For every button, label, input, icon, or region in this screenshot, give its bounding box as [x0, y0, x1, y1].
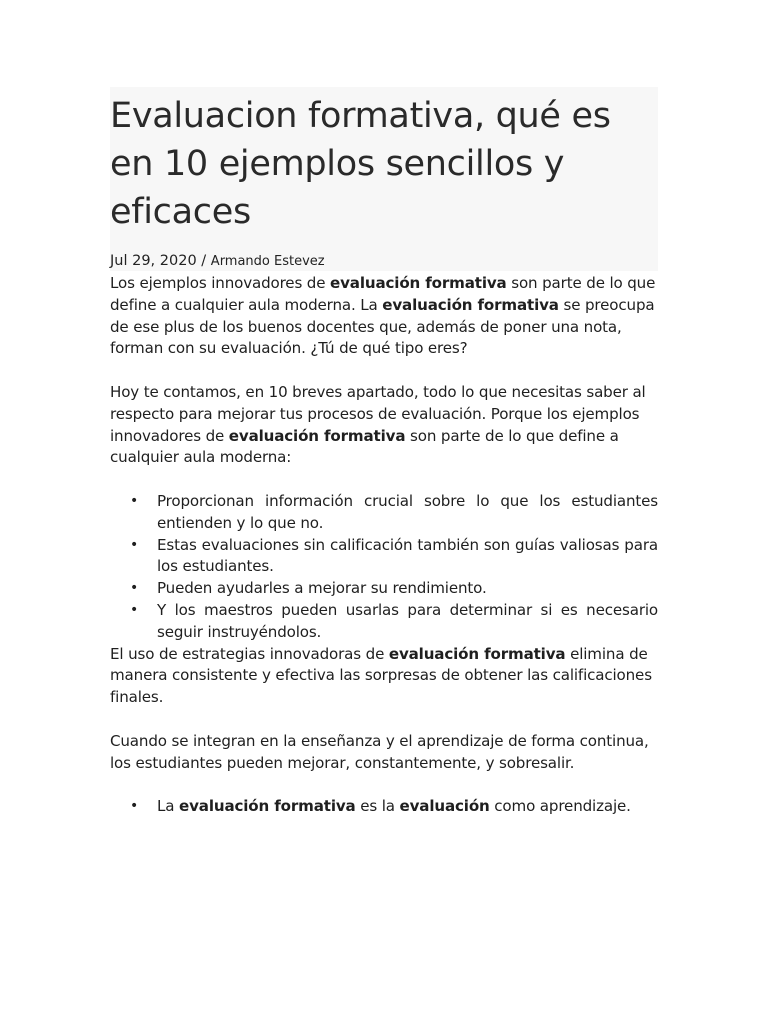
meta-separator: /	[196, 253, 211, 269]
paragraph-intro	[110, 273, 658, 360]
text-run: como aprendizaje.	[489, 797, 631, 816]
text-run: elimina de manera consistente y efectiva las sorpresas de obtener las calificaciones finales.	[110, 644, 652, 707]
article-title: Evaluacion formativa, qué es en 10 ejemplos sencillos y eficaces	[110, 96, 611, 232]
bold-term: evaluación	[399, 797, 490, 816]
list-item	[110, 578, 658, 600]
list-item-text: Y los maestros pueden usarlas para determinar si es necesario seguir instruyéndolos.	[157, 600, 658, 641]
article-body	[110, 273, 658, 818]
paragraph-integration: Cuando se integran en la enseñanza y el aprendizaje de forma continua, los estudiantes pueden mejorar, constantemente, y sobresalir.	[110, 731, 649, 772]
text-run: El uso de estrategias innovadoras de	[110, 644, 389, 663]
bullet-icon: •	[130, 536, 139, 553]
list-item	[110, 535, 658, 579]
summary-list	[110, 796, 658, 818]
list-item	[110, 491, 658, 535]
list-item-text: Proporcionan información crucial sobre lo que los estudiantes entienden y lo que no.	[157, 491, 658, 532]
list-item	[110, 796, 658, 818]
bold-term: evaluación formativa	[330, 274, 507, 292]
paragraph-strategies	[110, 644, 658, 709]
bullet-icon: •	[130, 798, 139, 815]
bullet-icon: •	[130, 580, 139, 597]
list-item-text: Estas evaluaciones sin calificación también son guías valiosas para los estudiantes.	[157, 535, 658, 576]
article-date: Jul 29, 2020	[110, 253, 197, 269]
bullet-icon: •	[130, 492, 139, 509]
text-run: La	[157, 797, 180, 816]
bold-term: evaluación formativa	[388, 644, 566, 663]
list-item-text: Pueden ayudarles a mejorar su rendimiento.	[157, 579, 487, 598]
article-meta	[110, 252, 650, 271]
article-author: Armando Estevez	[210, 254, 325, 269]
text-run: son parte de lo que define a cualquier aula moderna:	[110, 426, 619, 467]
text-run: son parte de lo que define a cualquier aula moderna. La	[110, 274, 656, 314]
bold-term: evaluación formativa	[179, 797, 356, 816]
list-item	[110, 600, 658, 644]
text-run: Hoy te contamos, en 10 breves apartado, todo lo que necesitas saber al respecto para mejorar tus procesos de evaluación. Porque los ejemplos innovadores de	[110, 382, 646, 445]
bold-term: evaluación formativa	[228, 426, 406, 445]
paragraph-context	[110, 382, 658, 469]
text-run: se preocupa de ese plus de los buenos docentes que, además de poner una nota, forman con su evaluación. ¿Tú de qué tipo eres?	[110, 295, 655, 358]
text-run: Los ejemplos innovadores de	[110, 274, 331, 292]
benefits-list	[110, 491, 658, 644]
text-run: es la	[355, 797, 400, 816]
bullet-icon: •	[130, 601, 139, 618]
bold-term: evaluación formativa	[382, 295, 559, 314]
